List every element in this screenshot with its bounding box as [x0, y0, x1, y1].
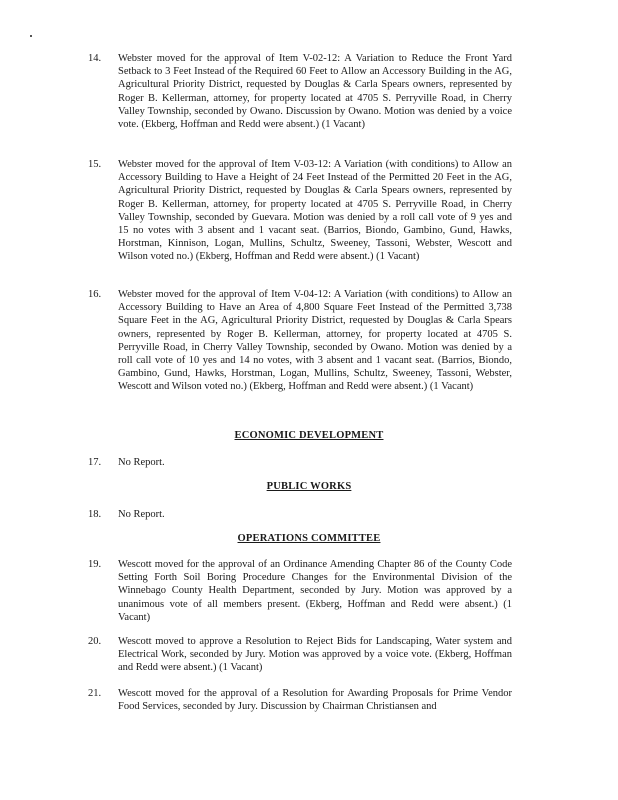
- list-item-19: [88, 558, 512, 624]
- scan-speck: [30, 35, 32, 37]
- item-text: Webster moved for the approval of Item V-02-12: A Variation to Reduce the Front Yard Setback to 3 Feet Instead of the Required 60 Feet to Allow an Accessory Building in the AG, Agricultural Priority District, requested by Douglas & Carla Spears owners, represented by Roger B. Kellerman, attorney, for property located at 4705 S. Perryville Road, in Cherry Valley Township, seconded by Owano. Discussion by Owano. Motion was denied by a voice vote. (Ekberg, Hoffman and Redd were absent.) (1 Vacant): [118, 53, 512, 131]
- item-text: Wescott moved for the approval of a Resolution for Awarding Proposals for Prime Vendor Food Services, seconded by Jury. Discussion by Chairman Christiansen and: [118, 688, 512, 713]
- list-item-18: [88, 508, 512, 521]
- item-text: No Report.: [118, 457, 165, 468]
- item-number: 17.: [88, 457, 102, 468]
- item-text: No Report.: [118, 509, 165, 520]
- item-number: 15.: [88, 159, 102, 170]
- list-item-17: [88, 456, 512, 469]
- item-text: Webster moved for the approval of Item V-03-12: A Variation (with conditions) to Allow an Accessory Building to Have a Height of 24 Feet Instead of the Permitted 20 Feet in the AG, Agricultural Priority District, requested by Douglas & Carla Spears owners, represented by Roger B. Kellerman, attorney, for property located at 4705 S. Perryville Road, in Cherry Valley Township, seconded by Guevara. Motion was denied by a roll call vote of 9 yes and 15 no votes with 3 absent and 1 vacant seat. (Barrios, Biondo, Gambino, Gund, Hawks, Horstman, Kinnison, Logan, Mullins, Schultz, Sweeney, Tassoni, Webster, Wescott and Wilson voted no.) (Ekberg, Hoffman and Redd were absent.) (1 Vacant): [118, 159, 512, 263]
- item-number: 20.: [88, 636, 102, 647]
- item-text: Wescott moved for the approval of an Ordinance Amending Chapter 86 of the County Code Setting Forth Soil Boring Procedure Changes for the Environmental Division of the Winnebago County Health Department, seconded by Jury. Motion was approved by a unanimous vote of all members present. (Ekberg, Hoffman and Redd were absent.) (1 Vacant): [118, 559, 512, 623]
- item-text: Webster moved for the approval of Item V-04-12: A Variation (with conditions) to Allow an Accessory Building to Have an Area of 4,800 Square Feet Instead of the Permitted 3,738 Square Feet in the AG, Agricultural Priority District, requested by Douglas & Carla Spears owners, represented by Roger B. Kellerman, attorney, for property located at 4705 S. Perryville Road, in Cherry Valley Township, seconded by Owano. Motion was denied by a roll call vote of 10 yes and 14 no votes, with 3 absent and 1 vacant seat. (Barrios, Biondo, Gambino, Gund, Hawks, Horstman, Logan, Mullins, Schultz, Sweeney, Tassoni, Webster, Wescott and Wilson voted no.) (Ekberg, Hoffman and Redd were absent.) (1 Vacant): [118, 289, 512, 393]
- list-item-21: [88, 687, 512, 713]
- item-number: 16.: [88, 289, 102, 300]
- list-item-15: [88, 158, 512, 264]
- list-item-20: [88, 635, 512, 675]
- item-number: 18.: [88, 509, 102, 520]
- item-number: 14.: [88, 53, 102, 64]
- item-number: 19.: [88, 559, 102, 570]
- section-heading-operations-committee: OPERATIONS COMMITTEE: [237, 533, 381, 544]
- list-item-14: [88, 52, 512, 131]
- item-text: Wescott moved to approve a Resolution to Reject Bids for Landscaping, Water system and Electrical Work, seconded by Jury. Motion was approved by a voice vote. (Ekberg, Hoffman and Redd were absent.) (1 Vacant): [118, 636, 512, 674]
- section-heading-public-works: PUBLIC WORKS: [266, 481, 352, 492]
- list-item-16: [88, 288, 512, 394]
- item-number: 21.: [88, 688, 102, 699]
- section-heading-economic-development: ECONOMIC DEVELOPMENT: [234, 430, 384, 441]
